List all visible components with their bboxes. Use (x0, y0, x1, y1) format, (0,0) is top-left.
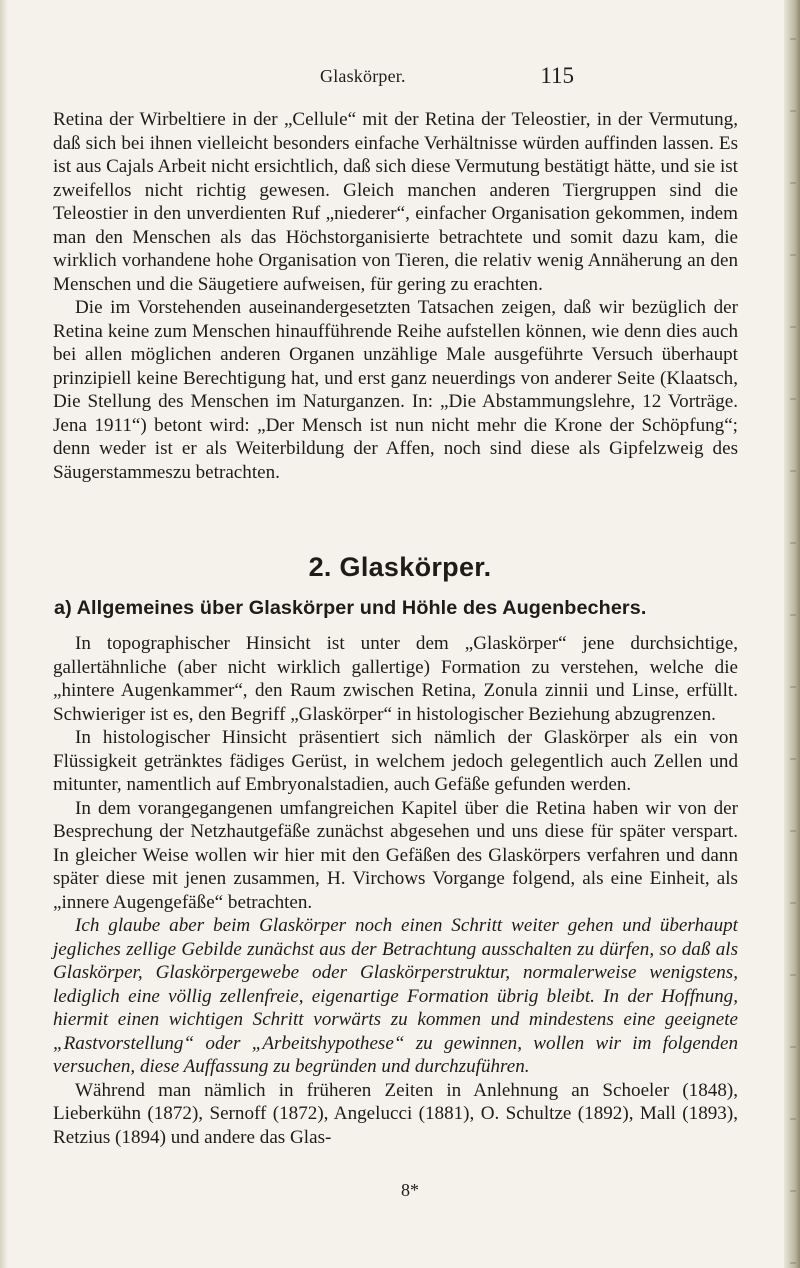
paragraph: Während man nämlich in früheren Zeiten in Anlehnung an Schoeler (1848), Lieberkühn (1872), Sernoff (1872), Angelucci (1881), O. Schultze (1892), Mall (1893), Retzius (1894) und andere das Glas- (53, 1079, 738, 1148)
page-number: 115 (540, 63, 574, 88)
page-gutter-shadow (0, 0, 8, 1268)
paragraph: Retina der Wirbeltiere in der „Cellule“ mit der Retina der Teleostier, in der Vermutung, daß sich bei ihnen vielleicht besonders einfache Verhältnisse würden auffinden lassen. Es ist aus Cajals Arbeit nicht ersichtlich, daß sich diese Vermutung bestätigt hätte, und sie ist zweifellos nicht richtig gewesen. Gleich manchen anderen Tiergruppen sind die Teleostier in den unverdienten Ruf „niederer“, einfacher Organisation gekommen, indem man den Menschen als das Höchstorganisierte betrachtete und somit dazu kam, die wirklich vorhandene hohe Organisation von Tieren, die relativ wenig Annäherung an den Menschen und die Säugetiere aufweisen, für gering zu erachten. (53, 109, 738, 295)
section-heading: 2. Glaskörper. (308, 552, 492, 582)
italic-paragraph: Ich glaube aber beim Glaskörper noch einen Schritt weiter gehen und überhaupt jegliches zellige Gebilde zunächst aus der Betrachtung ausschalten zu dürfen, so daß als Glaskörper, Glaskörpergewebe oder Glaskörperstruktur, normalerweise wenigstens, lediglich eine völlig zellenfreie, eigenartige Formation übrig bleibt. In der Hoffnung, hiermit einen wichtigen Schritt vorwärts zu kommen und mindestens eine geeignete „Rastvorstellung“ oder „Arbeitshypothese“ zu gewinnen, wollen wir im folgenden versuchen, diese Auffassung zu begründen und durchzuführen. (53, 915, 738, 1077)
body-text-bottom (53, 632, 738, 1149)
paragraph: In topographischer Hinsicht ist unter dem „Glaskörper“ jene durchsichtige, gallertähnliche (aber nicht wirklich gallertige) Formation zu verstehen, welche die „hintere Augenkammer“, den Raum zwischen Retina, Zonula zinnii und Linse, erfüllt. Schwieriger ist es, den Begriff „Glaskörper“ in histologischer Beziehung abzugrenzen. (53, 633, 738, 725)
printer-signature: 8* (401, 1180, 419, 1200)
running-header-title: Glaskörper. (320, 66, 406, 86)
page-edge-marks (790, 0, 796, 1268)
body-text-top (53, 108, 738, 484)
paragraph: In histologischer Hinsicht präsentiert sich nämlich der Glaskörper als ein von Flüssigkeit getränktes fädiges Gerüst, in welchem jedoch gelegentlich auch Zellen und mitunter, namentlich auf Embryonalstadien, auch Gefäße gefunden werden. (53, 727, 738, 795)
running-header (0, 63, 640, 92)
subsection-heading: a) Allgemeines über Glaskörper und Höhle des Augenbechers. (54, 597, 647, 619)
paragraph: In dem vorangegangenen umfangreichen Kapitel über die Retina haben wir von der Besprechung der Netzhautgefäße zunächst abgesehen und uns diese für später verspart. In gleicher Weise wollen wir hier mit den Gefäßen des Glaskörpers verfahren und dann später diese mit jenen zusammen, H. Virchows Vorgange folgend, als eine Einheit, als „innere Augengefäße“ betrachten. (53, 797, 738, 913)
paragraph: Die im Vorstehenden auseinandergesetzten Tatsachen zeigen, daß wir bezüglich der Retina keine zum Menschen hinaufführende Reihe aufstellen können, wie denn dies auch bei allen möglichen anderen Organen unzählige Male ausgeführte Versuch überhaupt prinzipiell keine Berechtigung hat, und erst ganz neuerdings von anderer Seite (Klaatsch, Die Stellung des Menschen im Naturganzen. In: „Die Abstammungslehre, 12 Vorträge. Jena 1911“) betont wird: „Der Mensch ist nun nicht mehr die Krone der Schöpfung“; denn weder ist er als Weiterbildung der Affen, noch sind diese als Gipfelzweig des Säugerstammeszu betrachten. (53, 297, 738, 483)
